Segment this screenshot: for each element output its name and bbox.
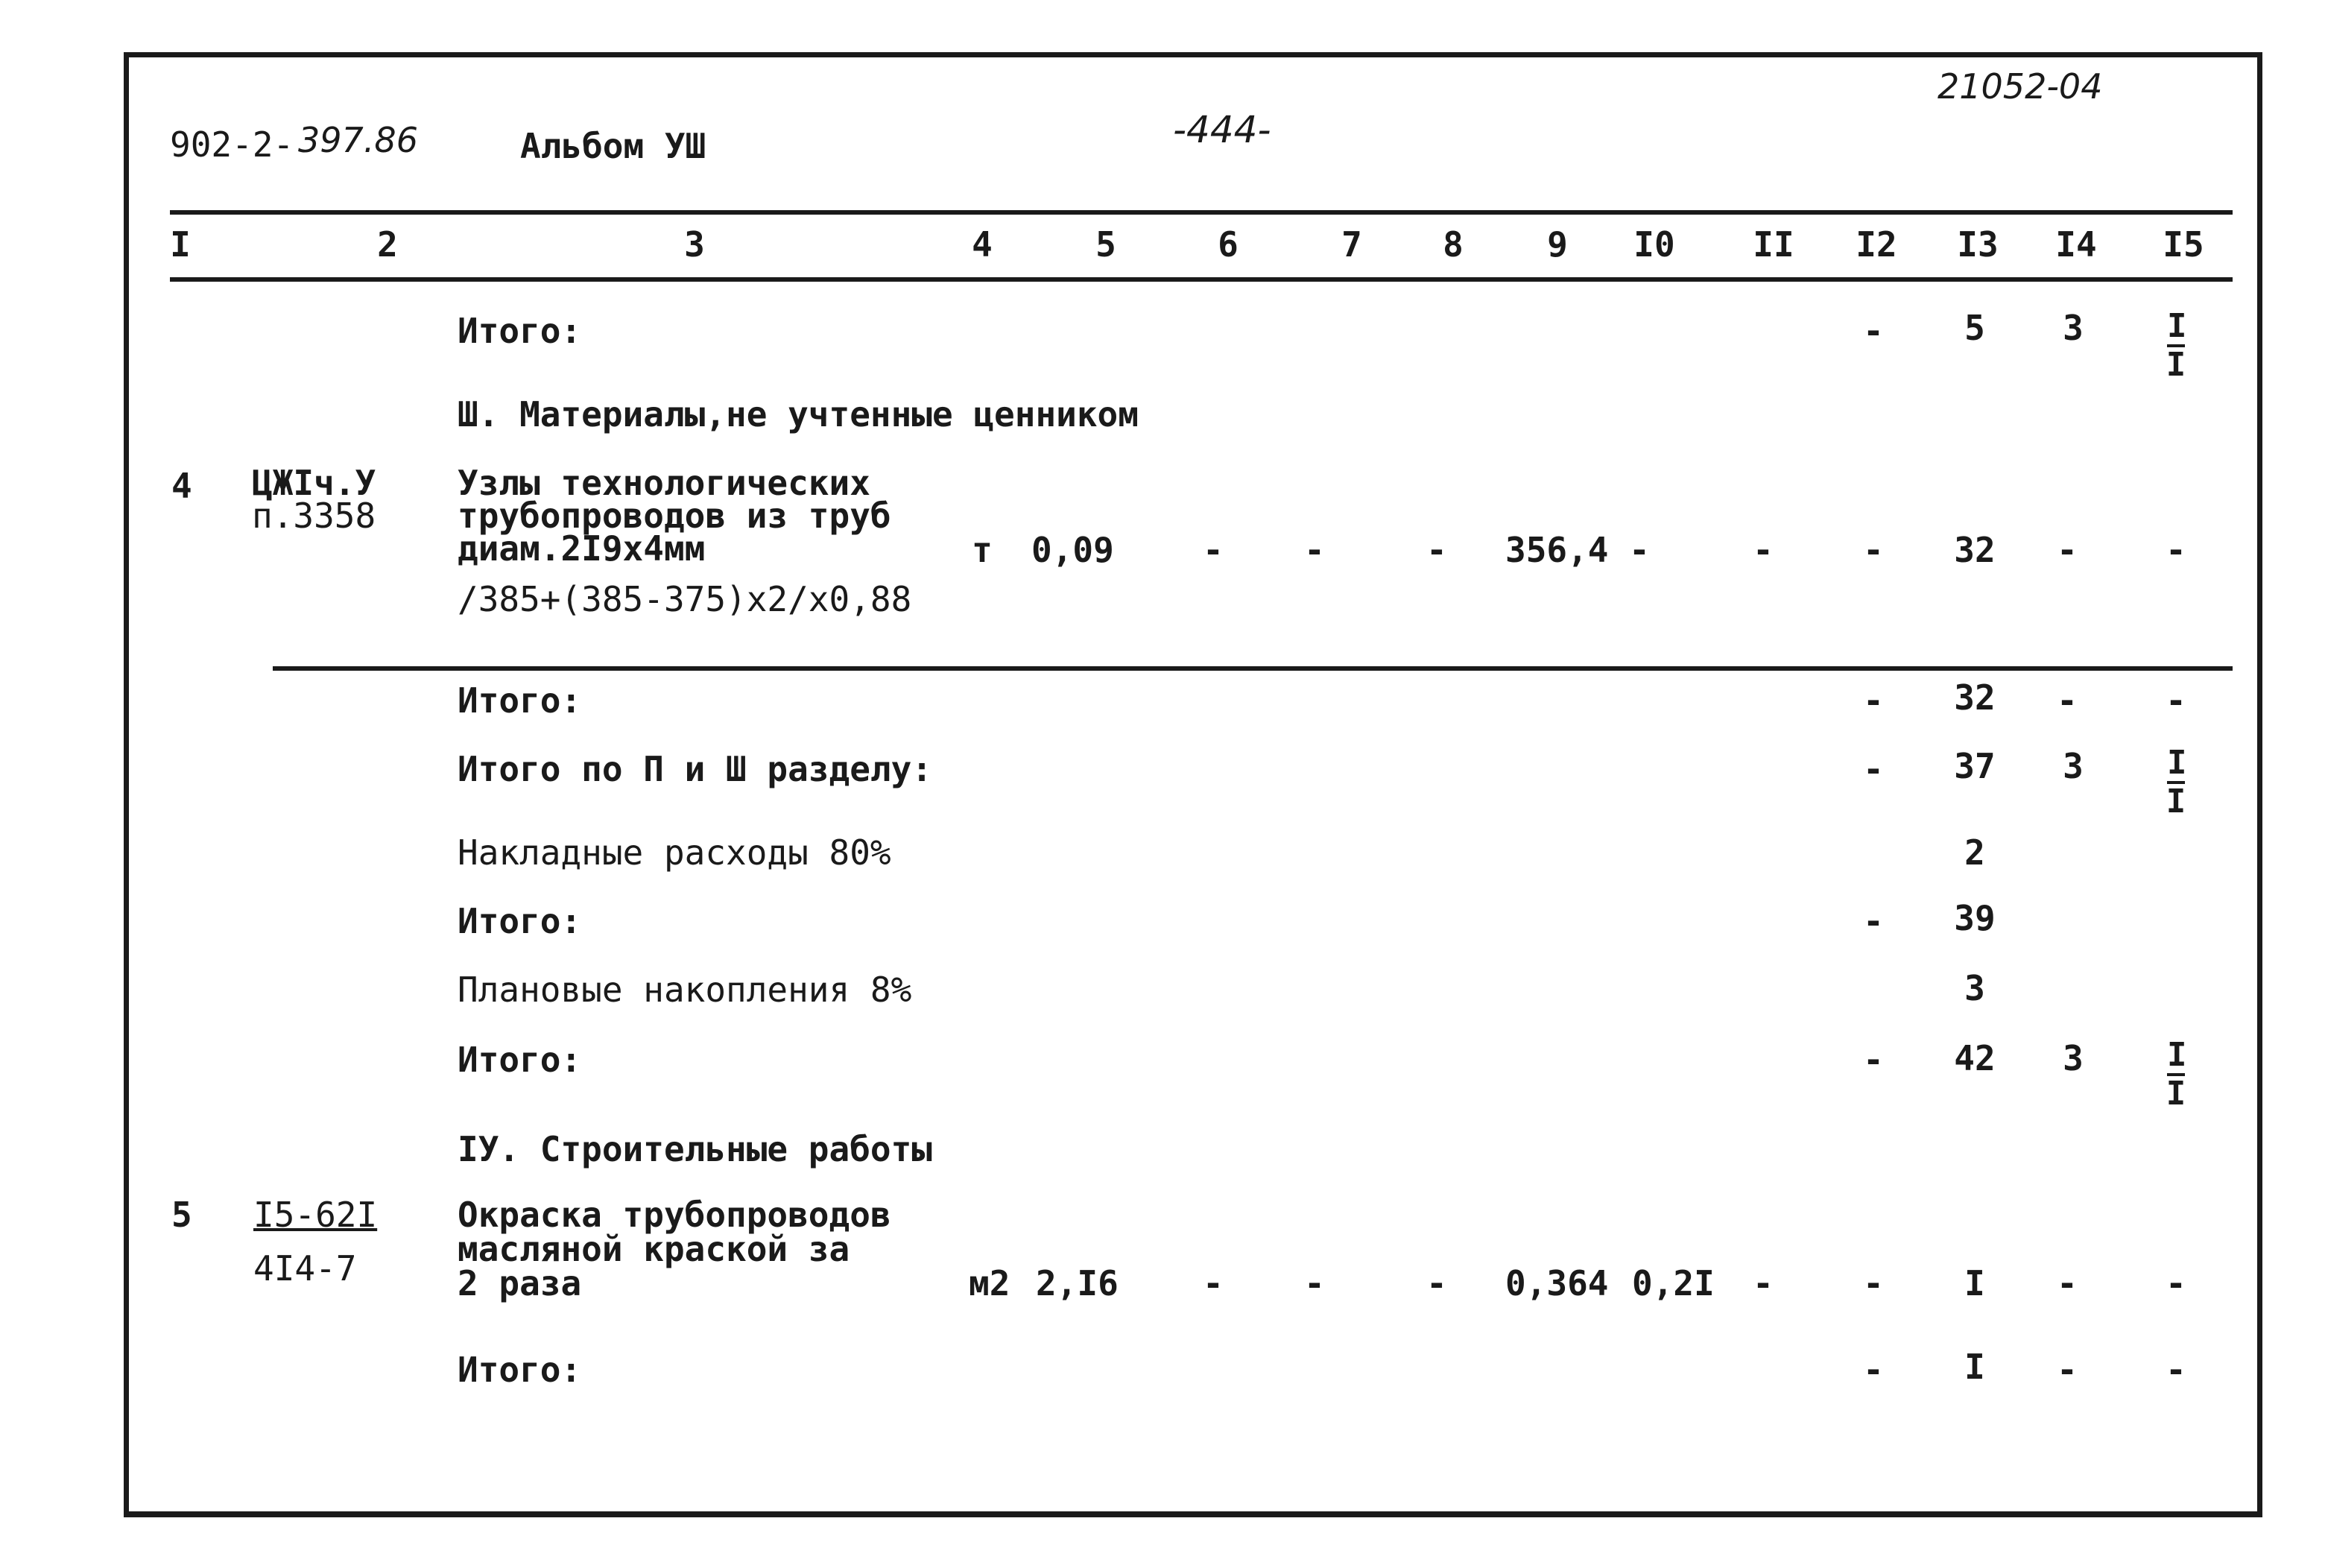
fraction-denominator: I — [2166, 346, 2186, 384]
cell-col13: I — [1964, 1263, 1985, 1303]
cell-col11: - — [1753, 530, 1774, 570]
row-label: Итого по П и Ш разделу: — [458, 749, 932, 789]
col-header-1: I — [170, 224, 191, 265]
col-header-6: 6 — [1218, 224, 1239, 265]
item-description: Узлы технологических — [458, 463, 870, 503]
cell-col14: 3 — [2063, 308, 2084, 348]
cell-col14: - — [2057, 1350, 2078, 1390]
cell-col13: 37 — [1954, 746, 1996, 786]
cell-col10: - — [1629, 530, 1650, 570]
row-label: Итого: — [458, 311, 582, 351]
cell-col13: 2 — [1964, 832, 1985, 873]
cell-col15: - — [2166, 1350, 2186, 1390]
col-header-12: I2 — [1856, 224, 1897, 265]
cell-quantity: 0,09 — [1031, 530, 1114, 570]
row-label: Накладные расходы 80% — [458, 832, 891, 873]
cell-col6: - — [1203, 530, 1224, 570]
item-code: ЦЖIч.У — [252, 463, 376, 503]
col-header-2: 2 — [377, 224, 398, 265]
fraction-numerator: I — [2167, 745, 2185, 784]
cell-unit: т — [972, 530, 993, 570]
cell-col13: I — [1964, 1347, 1985, 1387]
cell-unit: м2 — [969, 1263, 1010, 1303]
cell-col15-fraction — [2161, 745, 2191, 820]
col-header-13: I3 — [1957, 224, 1999, 265]
cell-col12: - — [1863, 1350, 1884, 1390]
cell-col13: 5 — [1964, 308, 1985, 348]
item-description: 2 раза — [458, 1263, 582, 1303]
cell-col14: - — [2057, 680, 2078, 721]
item-number: 5 — [171, 1195, 192, 1235]
document-number: 21052-04 — [1938, 66, 2103, 107]
album-label: Альбом УШ — [520, 126, 706, 166]
cell-quantity: 2,I6 — [1036, 1263, 1119, 1303]
cell-col15-fraction — [2161, 1037, 2191, 1112]
cell-col7: - — [1304, 530, 1325, 570]
cell-col15: - — [2166, 530, 2186, 570]
item-code-paragraph: 4I4-7 — [253, 1248, 357, 1289]
col-header-7: 7 — [1341, 224, 1362, 265]
row-label: Итого: — [458, 1350, 582, 1390]
header-top-rule — [170, 210, 2233, 215]
cell-col9: 0,364 — [1505, 1263, 1609, 1303]
cell-col14: 3 — [2063, 746, 2084, 786]
cell-col14: - — [2057, 530, 2078, 570]
cell-col15-fraction — [2161, 309, 2191, 383]
section-heading: IУ. Строительные работы — [458, 1129, 932, 1169]
row-label: Плановые накопления 8% — [458, 970, 912, 1010]
fraction-denominator: I — [2166, 1075, 2186, 1113]
cell-col14: - — [2057, 1263, 2078, 1303]
cell-col15: - — [2166, 1263, 2186, 1303]
cell-col7: - — [1304, 1263, 1325, 1303]
page-frame — [124, 52, 2262, 1517]
project-code-handwritten: 397.86 — [298, 120, 418, 160]
cell-col11: - — [1753, 1263, 1774, 1303]
col-header-3: 3 — [684, 224, 705, 265]
fraction-numerator: I — [2167, 1037, 2185, 1076]
fraction-numerator: I — [2167, 309, 2185, 347]
item-description: диам.2I9x4мм — [458, 528, 706, 569]
item-description: трубопроводов из труб — [458, 496, 891, 536]
item-code: I5-62I — [253, 1195, 378, 1235]
item-description: Окраска трубопроводов — [458, 1195, 891, 1235]
cell-col12: - — [1863, 901, 1884, 941]
row-label: Итого: — [458, 680, 582, 721]
cell-col9: 356,4 — [1505, 530, 1609, 570]
item-description: масляной краской за — [458, 1229, 850, 1269]
cell-col13: 32 — [1954, 677, 1996, 718]
cell-col12: - — [1863, 749, 1884, 789]
col-header-10: I0 — [1633, 224, 1675, 265]
header-bottom-rule — [170, 277, 2233, 282]
item-number: 4 — [171, 466, 192, 506]
col-header-9: 9 — [1547, 224, 1568, 265]
item-formula: /385+(385-375)x2/x0,88 — [458, 579, 912, 619]
item-code-paragraph: п.3358 — [252, 496, 376, 536]
cell-col13: 39 — [1954, 898, 1996, 938]
cell-col13: 42 — [1954, 1038, 1996, 1078]
project-code: 902-2- — [170, 124, 294, 165]
row-label: Итого: — [458, 901, 582, 941]
cell-col12: - — [1863, 680, 1884, 721]
cell-col13: 32 — [1954, 530, 1996, 570]
cell-col8: - — [1426, 1263, 1447, 1303]
section-separator-rule — [273, 666, 2233, 671]
cell-col15: - — [2166, 680, 2186, 721]
section-heading: Ш. Материалы,не учтенные ценником — [458, 394, 1139, 434]
fraction-denominator: I — [2166, 783, 2186, 821]
cell-col12: - — [1863, 1040, 1884, 1080]
cell-col14: 3 — [2063, 1038, 2084, 1078]
col-header-4: 4 — [972, 224, 993, 265]
cell-col13: 3 — [1964, 968, 1985, 1008]
page-number: -444- — [1173, 108, 1271, 151]
row-label: Итого: — [458, 1040, 582, 1080]
cell-col12: - — [1863, 530, 1884, 570]
cell-col6: - — [1203, 1263, 1224, 1303]
cell-col12: - — [1863, 1263, 1884, 1303]
cell-col10: 0,2I — [1632, 1263, 1715, 1303]
col-header-14: I4 — [2055, 224, 2097, 265]
col-header-8: 8 — [1443, 224, 1464, 265]
cell-col12: - — [1863, 311, 1884, 351]
col-header-5: 5 — [1095, 224, 1116, 265]
cell-col8: - — [1426, 530, 1447, 570]
col-header-11: II — [1753, 224, 1794, 265]
col-header-15: I5 — [2163, 224, 2204, 265]
